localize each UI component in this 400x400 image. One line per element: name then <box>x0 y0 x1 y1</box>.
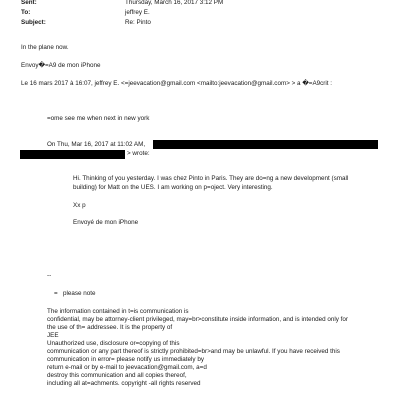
disclaimer-line: confidential, may be attorney-client privileged, may=br>constitute inside information, and is intended only for <box>47 316 349 323</box>
sent-label: Sent: <box>21 0 37 6</box>
disclaimer-line: including all at=achments. copyright -all rights reserved <box>47 380 201 387</box>
quoted-line: Hi. Thinking of you yesterday. I was chez Pinto in Paris. They are do=ng a new development (small <box>73 175 349 182</box>
quoted-line: Xx p <box>73 202 86 209</box>
disclaimer-line: return e-mail or by e-mail to jeevacation@gmail.com, a=d <box>47 364 207 371</box>
please-note: please note <box>63 290 96 297</box>
disclaimer-line: JEE <box>47 332 59 339</box>
body-line: Le 16 mars 2017 à 16:07, jeffrey E. <=jeevacation@gmail.com <mailto:jeevacation@gmail.com> > a �=A9crit : <box>21 80 333 87</box>
disclaimer-line: destroy this communication and all copies thereof, <box>47 372 187 379</box>
ellipsis: -- <box>47 272 52 279</box>
disclaimer-line: Unauthorized use, disclosure or=copying of this <box>47 340 180 347</box>
disclaimer-line: communication or any part thereof is strictly prohibited=br>and may be unlawful. If you have received this <box>47 348 340 355</box>
body-line: Envoy�=A9 de mon iPhone <box>21 62 101 69</box>
disclaimer-line: communication in error= please notify us immediately by <box>47 356 204 363</box>
quoted-line: building) for Matt on the UES. I am working on p=oject. Very interesting. <box>73 184 273 191</box>
to-value: jeffrey E. <box>125 9 150 16</box>
quoted-line: Envoyé de mon iPhone <box>73 219 139 226</box>
quoted-header: On Thu, Mar 16, 2017 at 11:02 AM, <box>47 141 146 148</box>
subject-label: Subject: <box>21 19 46 26</box>
sent-value: Thursday, March 16, 2017 3:12 PM <box>125 0 224 6</box>
subject-value: Re: Pinto <box>125 19 151 26</box>
body-line: In the plane now. <box>21 44 69 51</box>
disclaimer-line: the use of th= addressee. It is the property of <box>47 324 173 331</box>
redaction-bar <box>20 150 125 159</box>
to-label: To: <box>21 9 31 16</box>
redaction-bar <box>153 140 378 149</box>
body-line: =ome see me when next in new york <box>47 115 150 122</box>
disclaimer-line: The information contained in t=is communication is <box>47 308 189 315</box>
bullet-marker: = <box>54 290 58 297</box>
quoted-wrote: > wrote: <box>127 150 150 157</box>
